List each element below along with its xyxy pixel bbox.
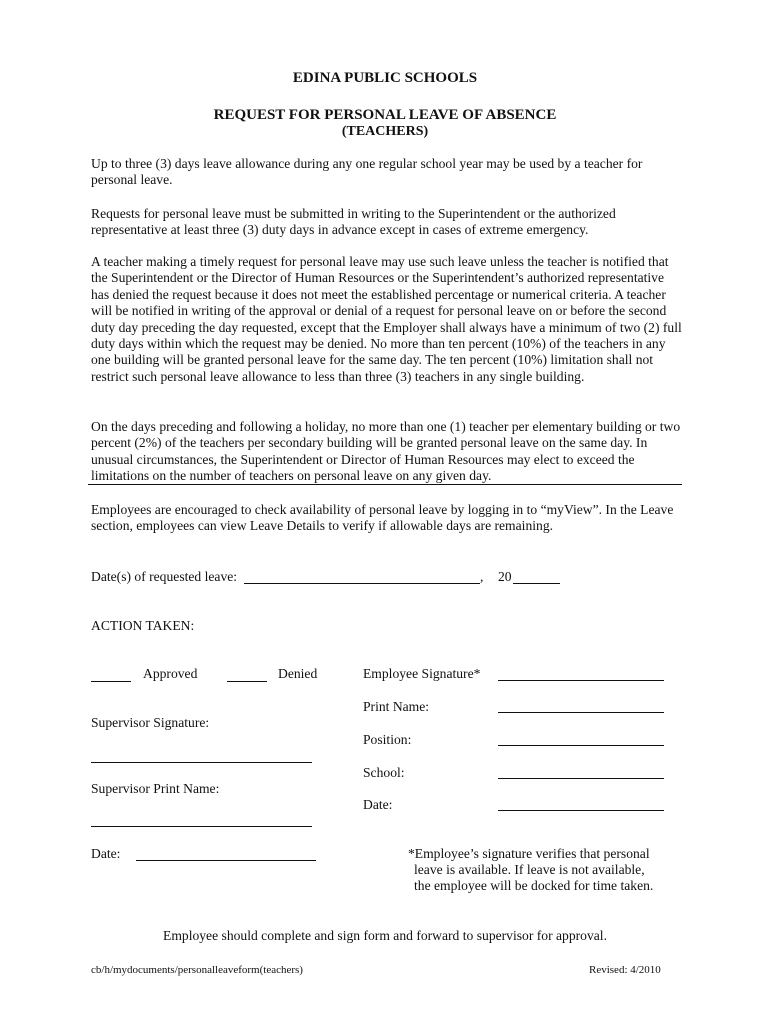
approved-label: Approved	[143, 666, 198, 681]
signature-note-line-3: the employee will be docked for time taken.	[414, 878, 654, 893]
denied-checkbox-line[interactable]	[227, 681, 267, 682]
supervisor-print-name-field[interactable]	[91, 826, 312, 827]
employee-signature-label: Employee Signature*	[363, 666, 481, 681]
organization-title: EDINA PUBLIC SCHOOLS	[292, 70, 478, 86]
employee-position-field[interactable]	[498, 745, 664, 746]
completion-instruction: Employee should complete and sign form and forward to supervisor for approval.	[163, 928, 607, 943]
supervisor-print-name-label: Supervisor Print Name:	[91, 781, 220, 796]
year-prefix: 20	[498, 569, 512, 584]
paragraph-allowance: Up to three (3) days leave allowance during any one regular school year may be used by a teacher for personal leave.	[91, 156, 643, 188]
section-divider	[88, 484, 682, 485]
dates-comma: ,	[480, 569, 484, 584]
denied-label: Denied	[278, 666, 318, 681]
employee-signature-field[interactable]	[498, 680, 664, 681]
employee-date-label: Date:	[363, 797, 393, 812]
requested-dates-label: Date(s) of requested leave:	[91, 569, 238, 584]
employee-print-name-field[interactable]	[498, 712, 664, 713]
supervisor-signature-label: Supervisor Signature:	[91, 715, 210, 730]
form-subtitle: (TEACHERS)	[341, 124, 429, 139]
action-taken-heading: ACTION TAKEN:	[91, 618, 195, 633]
employee-date-field[interactable]	[498, 810, 664, 811]
paragraph-timely-request: A teacher making a timely request for personal leave may use such leave unless the teacher is notified that the Superintendent or the Director of Human Resources or the Superintendent’s authorized representative has denied the request because it does not meet the established percentage or numerical criteria. A teacher will be notified in writing of the approval or denial of a request for personal leave on or before the second duty day preceding the day requested, except that the Employer shall always have a minimum of two (2) full duty days within which the request may be denied. No more than ten percent (10%) of the teachers in any one building will be granted personal leave for the same day. The ten percent (10%) limitation shall not restrict such personal leave allowance to less than three (3) teachers in any single building.	[91, 254, 682, 384]
employee-position-label: Position:	[363, 732, 412, 747]
paragraph-myview: Employees are encouraged to check availability of personal leave by logging in to “myView”. In the Leave section, employees can view Leave Details to verify if allowable days are remaining.	[91, 502, 674, 534]
footer-revised-date: Revised: 4/2010	[589, 964, 661, 976]
employee-school-label: School:	[363, 765, 405, 780]
requested-dates-field[interactable]	[244, 583, 480, 584]
year-field[interactable]	[513, 583, 560, 584]
paragraph-holiday: On the days preceding and following a holiday, no more than one (1) teacher per elementary building or two percent (2%) of the teachers per secondary building will be granted personal leave on the same day. In unusual circumstances, the Superintendent or Director of Human Resources may elect to exceed the limitations on the number of teachers on personal leave on any given day.	[91, 419, 681, 484]
employee-school-field[interactable]	[498, 778, 664, 779]
employee-print-name-label: Print Name:	[363, 699, 430, 714]
paragraph-submission: Requests for personal leave must be submitted in writing to the Superintendent or the authorized representative at least three (3) duty days in advance except in cases of extreme emergency.	[91, 206, 616, 238]
supervisor-date-label: Date:	[91, 846, 121, 861]
supervisor-signature-field[interactable]	[91, 762, 312, 763]
signature-note-line-2: leave is available. If leave is not available,	[414, 862, 645, 877]
footer-document-path: cb/h/mydocuments/personalleaveform(teachers)	[91, 964, 303, 976]
form-title: REQUEST FOR PERSONAL LEAVE OF ABSENCE	[213, 107, 557, 123]
signature-note-line-1: *Employee’s signature verifies that personal	[408, 846, 650, 861]
approved-checkbox-line[interactable]	[91, 681, 131, 682]
supervisor-date-field[interactable]	[136, 860, 316, 861]
